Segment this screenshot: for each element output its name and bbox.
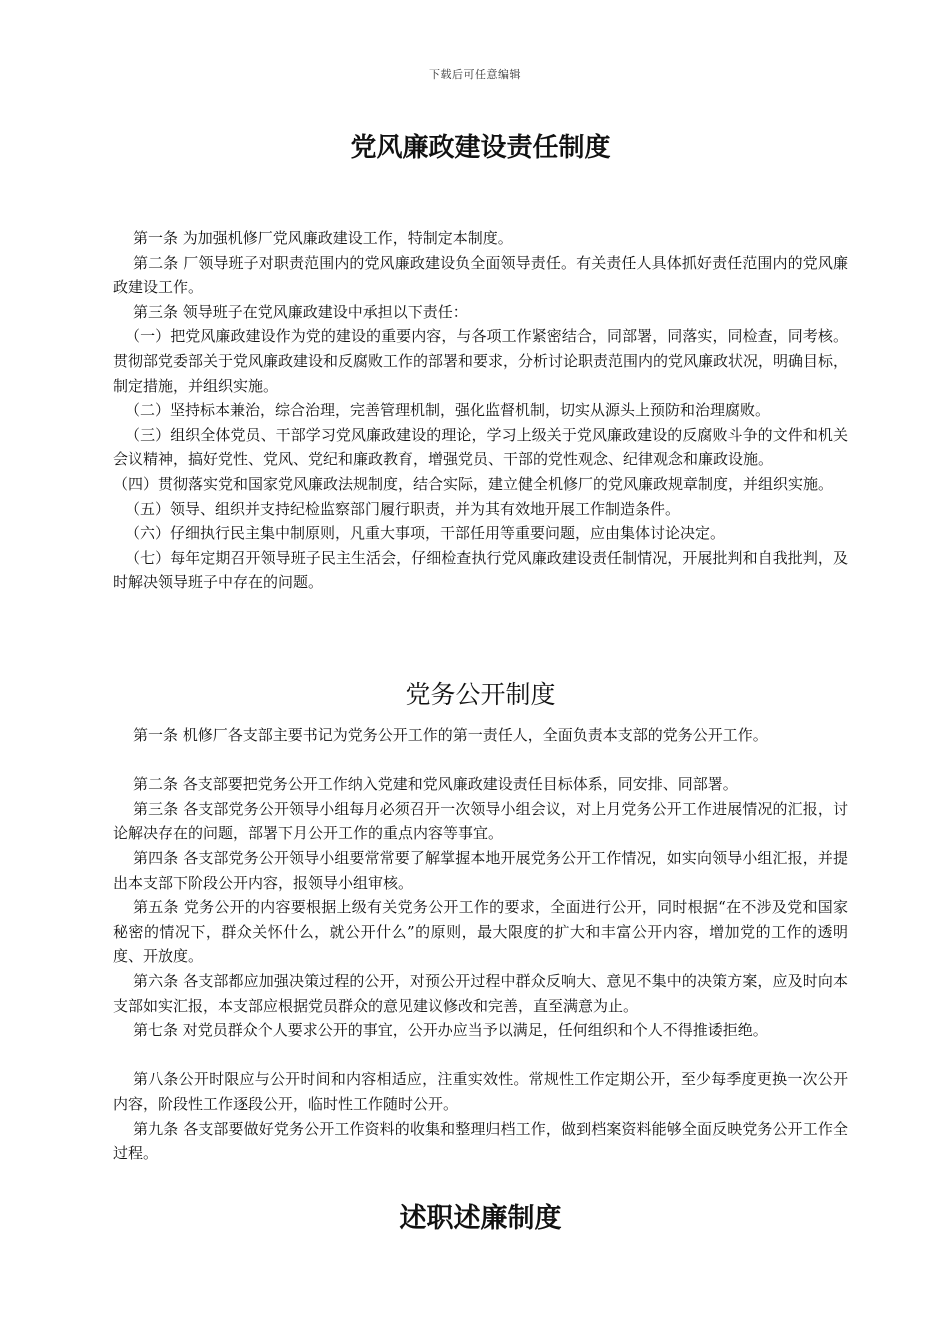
- doc1-title: 党风廉政建设责任制度: [350, 133, 611, 163]
- spacer: [113, 1043, 848, 1068]
- doc2-article-8: 第八条公开时限应与公开时间和内容相适应，注重实效性。常规性工作定期公开，至少每季度更换一次公开内容，阶段性工作逐段公开，临时性工作随时公开。: [113, 1070, 848, 1113]
- doc2-title: 党务公开制度: [405, 680, 556, 709]
- spacer: [113, 748, 848, 773]
- doc2-article-9: 第九条 各支部要做好党务公开工作资料的收集和整理归档工作，做到档案资料能够全面反映党务公开工作全过程。: [113, 1119, 848, 1163]
- header-note: 下载后可任意编辑: [429, 68, 521, 81]
- doc2-article-2: 第二条 各支部要把党务公开工作纳入党建和党风廉政建设责任目标体系，同安排、同部署。: [133, 775, 738, 794]
- doc2-article-5: 第五条 党务公开的内容要根据上级有关党务公开工作的要求，全面进行公开，同时根据“在不涉及党和国家秘密的情况下，群众关怀什么，就公开什么”的原则，最大限度的扩大和丰富公开内容，增加党的工作的透明度、开放度。: [113, 898, 848, 966]
- doc1-item-1: （一）把党风廉政建设作为党的建设的重要内容，与各项工作紧密结合，同部署，同落实，同检查，同考核。贯彻部党委部关于党风廉政建设和反腐败工作的部署和要求，分析讨论职责范围内的党风廉政状况，明确目标，制定措施，并组织实施。: [113, 327, 849, 395]
- doc1-item-3: （三）组织全体党员、干部学习党风廉政建设的理论，学习上级关于党风廉政建设的反腐败斗争的文件和机关会议精神，搞好党性、党风、党纪和廉政教育，增强党员、干部的党性观念、纪律观念和廉政设施。: [113, 425, 848, 469]
- doc2-article-4: 第四条 各支部党务公开领导小组要常常要了解掌握本地开展党务公开工作情况，如实向领导小组汇报，并提出本支部下阶段公开内容，报领导小组审核。: [113, 848, 848, 892]
- doc1-item-6: （六）仔细执行民主集中制原则，凡重大事项，干部任用等重要问题，应由集体讨论决定。: [125, 524, 726, 543]
- doc2-section: [113, 723, 848, 1166]
- doc2-article-7: 第七条 对党员群众个人要求公开的事宜，公开办应当予以满足，任何组织和个人不得推诿拒绝。: [133, 1021, 768, 1040]
- doc1-section: [113, 226, 848, 595]
- doc1-item-2: （二）坚持标本兼治，综合治理，完善管理机制，强化监督机制，切实从源头上预防和治理腐败。: [125, 401, 771, 420]
- doc2-article-6: 第六条 各支部都应加强决策过程的公开，对预公开过程中群众反响大、意见不集中的决策方案，应及时向本支部如实汇报，本支部应根据党员群众的意见建议修改和完善，直至满意为止。: [113, 971, 848, 1015]
- doc1-item-5: （五）领导、组织并支持纪检监察部门履行职责，并为其有效地开展工作制造条件。: [125, 499, 681, 518]
- doc1-article-3: 第三条 领导班子在党风廉政建设中承担以下责任：: [133, 302, 468, 321]
- doc1-article-2: 第二条 厂领导班子对职责范围内的党风廉政建设负全面领导责任。有关责任人具体抓好责任范围内的党风廉政建设工作。: [113, 253, 848, 297]
- doc1-item-4: （四）贯彻落实党和国家党风廉政法规制度，结合实际，建立健全机修厂的党风廉政规章制度，并组织实施。: [113, 474, 834, 493]
- doc2-article-3: 第三条 各支部党务公开领导小组每月必须召开一次领导小组会议，对上月党务公开工作进展情况的汇报，讨论解决存在的问题，部署下月公开工作的重点内容等事宜。: [113, 799, 848, 843]
- doc1-item-7: （七）每年定期召开领导班子民主生活会，仔细检查执行党风廉政建设责任制情况，开展批判和自我批判，及时解决领导班子中存在的问题。: [113, 548, 848, 592]
- doc1-article-1: 第一条 为加强机修厂党风廉政建设工作，特制定本制度。: [133, 229, 513, 247]
- doc2-article-1: 第一条 机修厂各支部主要书记为党务公开工作的第一责任人，全面负责本支部的党务公开工作。: [133, 726, 768, 744]
- doc3-title: 述职述廉制度: [399, 1203, 562, 1234]
